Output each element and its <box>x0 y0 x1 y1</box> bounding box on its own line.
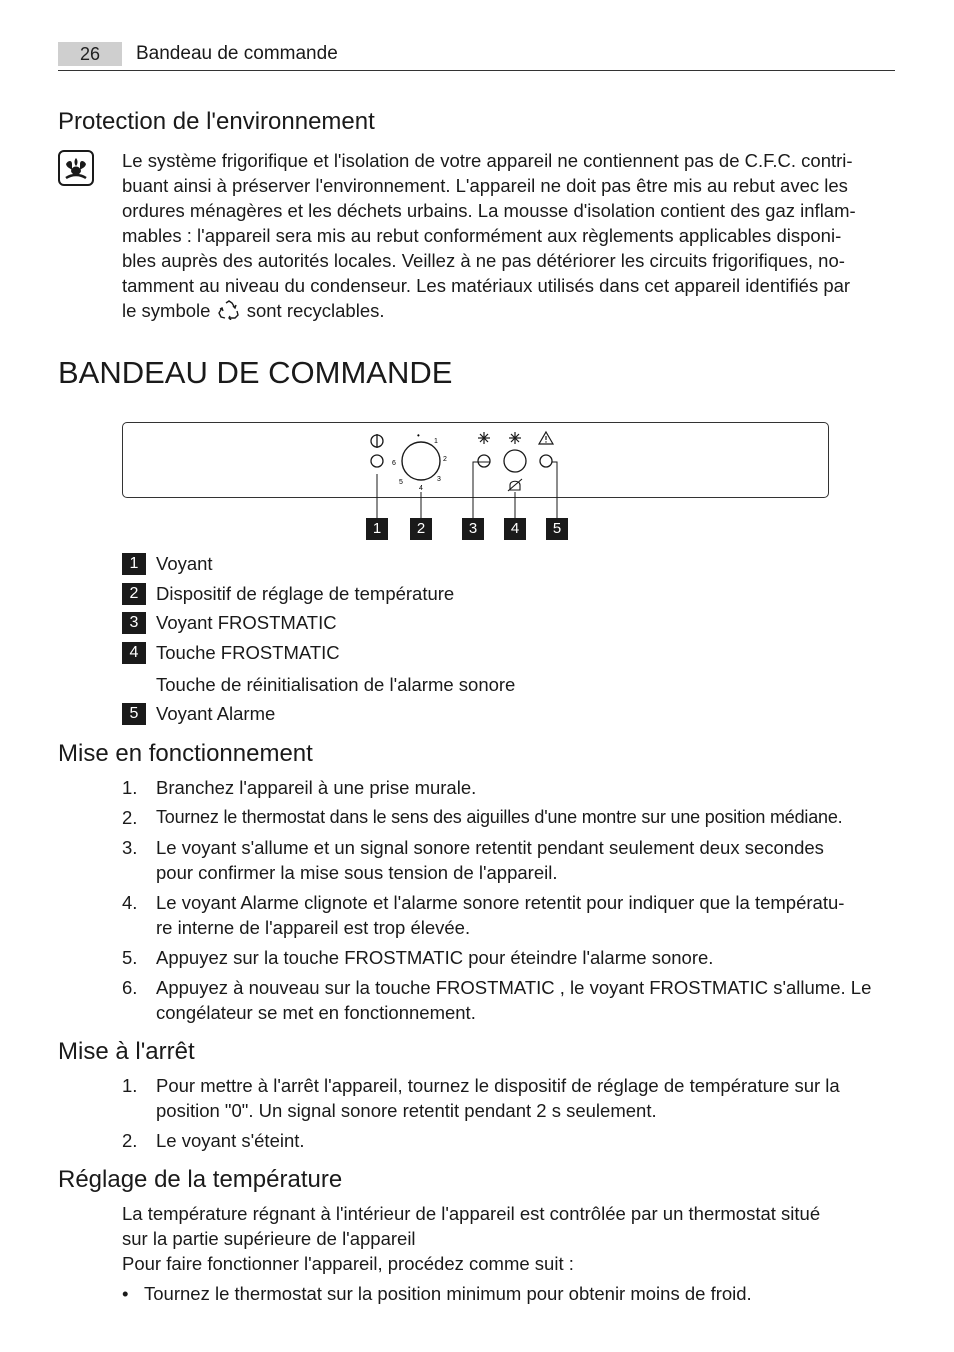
legend-text: Voyant Alarme <box>156 703 276 724</box>
frost-icon <box>478 432 490 444</box>
power-icon <box>371 434 383 448</box>
text-line: buant ainsi à préserver l'environnement. L'appareil ne doit pas être mis au rebut avec les <box>122 175 848 196</box>
list-number: 1. <box>122 777 138 798</box>
callout-1: 1 <box>366 518 388 540</box>
legend-text: Touche FROSTMATIC <box>156 642 340 663</box>
callout-3: 3 <box>462 518 484 540</box>
dial-number: • <box>417 431 420 440</box>
environment-icon <box>58 150 94 186</box>
text-line: Le système frigorifique et l'isolation de votre appareil ne contiennent pas de C.F.C. contri- <box>122 150 853 171</box>
temperature-paragraph <box>122 1201 897 1276</box>
text-line <box>122 298 897 326</box>
dial-number: 6 <box>392 460 396 467</box>
header-divider <box>58 70 895 71</box>
startup-heading: Mise en fonctionnement <box>58 740 313 767</box>
text-line: pour confirmer la mise sous tension de l'appareil. <box>156 862 558 883</box>
list-number: 5. <box>122 947 138 968</box>
text-line: Branchez l'appareil à une prise murale. <box>156 777 477 798</box>
text-line: tamment au niveau du condenseur. Les matériaux utilisés dans cet appareil identifiés par <box>122 275 851 296</box>
list-item <box>156 805 898 830</box>
legend-text: Voyant <box>156 553 213 574</box>
list-item <box>156 775 898 800</box>
legend-badge: 1 <box>122 553 146 575</box>
legend-badge: 3 <box>122 612 146 634</box>
list-item <box>156 835 898 885</box>
page-number: 26 <box>58 42 122 66</box>
list-number: 1. <box>122 1075 138 1096</box>
list-item <box>156 945 898 970</box>
legend-text: Dispositif de réglage de température <box>156 583 455 604</box>
dial-number: 4 <box>419 485 423 492</box>
callout-leaders <box>360 460 580 520</box>
legend-text: Touche de réinitialisation de l'alarme sonore <box>156 674 516 695</box>
list-number: 2. <box>122 1130 138 1151</box>
text-line: re interne de l'appareil est trop élevée. <box>156 917 471 938</box>
legend-badge: 5 <box>122 703 146 725</box>
text-line: Le voyant Alarme clignote et l'alarme sonore retentit pour indiquer que la températu- <box>156 892 845 913</box>
text-line: bles auprès des autorités locales. Veillez à ne pas détériorer les circuits frigorifiques, no- <box>122 250 845 271</box>
list-number: 2. <box>122 807 138 828</box>
warning-icon <box>539 432 553 444</box>
recycle-icon <box>218 300 240 326</box>
callout-4: 4 <box>504 518 526 540</box>
text-line: Appuyez sur la touche FROSTMATIC pour éteindre l'alarme sonore. <box>156 947 714 968</box>
dial-number: 5 <box>399 479 403 486</box>
text-line: Pour faire fonctionner l'appareil, procédez comme suit : <box>122 1253 574 1274</box>
list-number: 3. <box>122 837 138 858</box>
text-fragment: sont recyclables. <box>246 300 385 321</box>
callout-5: 5 <box>546 518 568 540</box>
text-fragment: le symbole <box>122 300 211 321</box>
text-line: position "0". Un signal sonore retentit pendant 2 s seulement. <box>156 1100 657 1121</box>
bullet-text: Tournez le thermostat sur la position minimum pour obtenir moins de froid. <box>144 1283 752 1304</box>
temperature-heading: Réglage de la température <box>58 1166 343 1193</box>
text-line: Appuyez à nouveau sur la touche FROSTMATIC , le voyant FROSTMATIC s'allume. Le <box>156 977 872 998</box>
text-line: ordures ménagères et les déchets urbains. La mousse d'isolation contient des gaz inflam- <box>122 200 856 221</box>
environment-heading: Protection de l'environnement <box>58 108 375 135</box>
text-line: La température régnant à l'intérieur de l'appareil est contrôlée par un thermostat situé <box>122 1203 821 1224</box>
text-line: Pour mettre à l'arrêt l'appareil, tournez le dispositif de réglage de température sur la <box>156 1075 840 1096</box>
text-line: congélateur se met en fonctionnement. <box>156 1002 476 1023</box>
page-title: BANDEAU DE COMMANDE <box>58 355 453 390</box>
list-number: 6. <box>122 977 138 998</box>
callout-2: 2 <box>410 518 432 540</box>
text-line: mables : l'appareil sera mis au rebut conformément aux règlements applicables disponi- <box>122 225 842 246</box>
legend-badge: 2 <box>122 583 146 605</box>
dial-number: 3 <box>437 476 441 483</box>
frost-icon <box>509 432 521 444</box>
text-line: Le voyant s'éteint. <box>156 1130 305 1151</box>
list-item <box>156 1073 898 1123</box>
shutdown-heading: Mise à l'arrêt <box>58 1038 195 1065</box>
dial-number: 1 <box>434 438 438 445</box>
legend-badge: 4 <box>122 642 146 664</box>
bullet-marker: • <box>122 1283 129 1304</box>
text-line: Tournez le thermostat dans le sens des aiguilles d'une montre sur une position médiane. <box>156 807 843 827</box>
list-item <box>156 975 898 1025</box>
environment-paragraph <box>122 148 897 326</box>
running-header: Bandeau de commande <box>136 43 338 64</box>
text-line: Le voyant s'allume et un signal sonore retentit pendant seulement deux secondes <box>156 837 824 858</box>
dial-number: 2 <box>443 456 447 463</box>
text-line: sur la partie supérieure de l'appareil <box>122 1228 416 1249</box>
list-item <box>156 1128 898 1153</box>
list-number: 4. <box>122 892 138 913</box>
list-item <box>156 890 898 940</box>
legend-text: Voyant FROSTMATIC <box>156 612 337 633</box>
